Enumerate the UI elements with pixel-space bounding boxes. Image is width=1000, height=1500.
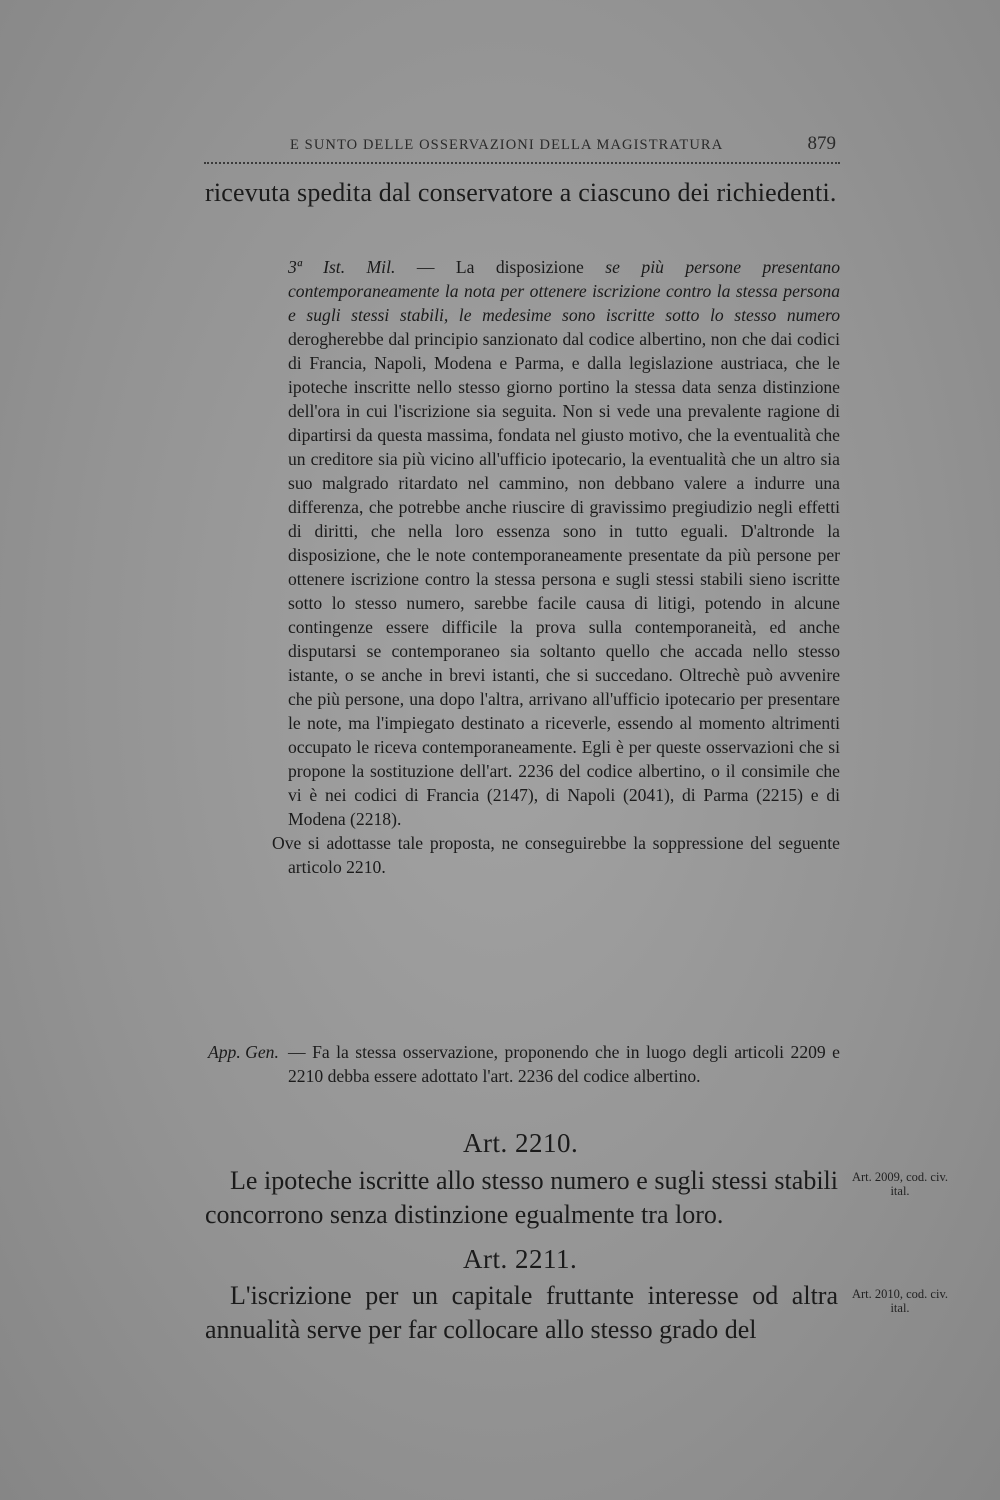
- note-marker: 3ª Ist. Mil.: [288, 257, 396, 277]
- app-gen-label: App. Gen.: [208, 1042, 279, 1062]
- continuation-paragraph: [205, 177, 838, 209]
- note-paragraph-2-text: Ove si adottasse tale proposta, ne conseguirebbe la soppressione del seguente articolo 2210.: [272, 833, 840, 877]
- running-title: E SUNTO DELLE OSSERVAZIONI DELLA MAGISTRATURA: [290, 137, 724, 153]
- note-paragraph-2: [272, 831, 840, 879]
- note-3a-ist-mil: [272, 255, 840, 879]
- note-dash: —: [416, 257, 435, 277]
- header-rule: [204, 162, 840, 164]
- article-2211-text: L'iscrizione per un capitale fruttante interesse od altra annualità serve per far collocare allo stesso grado del: [205, 1281, 838, 1344]
- note-lead: La disposizione: [455, 257, 584, 277]
- article-2210-text: Le ipoteche iscritte allo stesso numero e sugli stessi stabili concorrono senza distinzione egualmente tra loro.: [205, 1166, 838, 1229]
- continuation-text: ricevuta spedita dal conservatore a ciascuno dei richiedenti.: [205, 178, 837, 207]
- app-gen-note: [208, 1040, 840, 1088]
- app-gen-dash: —: [288, 1042, 306, 1062]
- page-header: [290, 133, 840, 157]
- note-paragraph-1: [288, 255, 840, 831]
- article-2211-body: [205, 1279, 838, 1347]
- article-2211-margin-reference: Art. 2010, cod. civ. ital.: [851, 1287, 949, 1315]
- article-2210-body: [205, 1164, 838, 1232]
- note-italic-quote: se più persone presentano contemporaneamente la nota per ottenere iscrizione contro la stessa persona e sugli stessi stabili, le medesime sono iscritte sotto lo stesso numero: [288, 257, 840, 325]
- article-2210-title: Art. 2210.: [463, 1128, 579, 1158]
- article-2211-title: Art. 2211.: [463, 1244, 578, 1274]
- article-2210-margin-reference: Art. 2009, cod. civ. ital.: [851, 1170, 949, 1198]
- note-body: derogherebbe dal principio sanzionato dal codice albertino, non che dai codici di Francia, Napoli, Modena e Parma, e dalla legislazione austriaca, che le ipoteche inscritte nello stesso giorno portino la stessa data senza distinzione dell'ora in cui l'iscrizione sia seguita. Non si vede una prevalente ragione di dipartirsi da questa massima, fondata nel giusto motivo, che la eventualità che un creditore sia più vicino all'ufficio ipotecario, la eventualità che un altro sia suo malgrado ritardato nel cammino, non debbano valere a indurre una differenza, che potrebbe anche riuscire di gravissimo pregiudizio negli effetti di diritti, che nella loro essenza sono in tutto eguali. D'altronde la disposizione, che le note contemporaneamente presentate da più persone per ottenere iscrizione contro la stessa persona e sugli stessi stabili sieno iscritte sotto lo stesso numero, sarebbe facile causa di litigi, potendo in alcune contingenze essere difficile la prova sulla contemporaneità, ed anche disputarsi se contemporaneo sia soltanto quello che accada nello stesso istante, o se anche in brevi istanti, che si succedano. Oltrechè può avvenire che più persone, una dopo l'altra, arrivano all'ufficio ipotecario per presentare le note, ma l'impiegato destinato a riceverle, essendo al momento altrimenti occupato le riceva contemporaneamente. Egli è per queste osservazioni che si propone la sostituzione dell'art. 2236 del codice albertino, o il consimile che vi è nei codici di Francia (2147), di Napoli (2041), di Parma (2215) e di Modena (2218).: [288, 329, 840, 829]
- app-gen-text: Fa la stessa osservazione, proponendo che in luogo degli articoli 2209 e 2210 debba essere adottato l'art. 2236 del codice albertino.: [288, 1042, 840, 1086]
- page-number: 879: [807, 133, 836, 154]
